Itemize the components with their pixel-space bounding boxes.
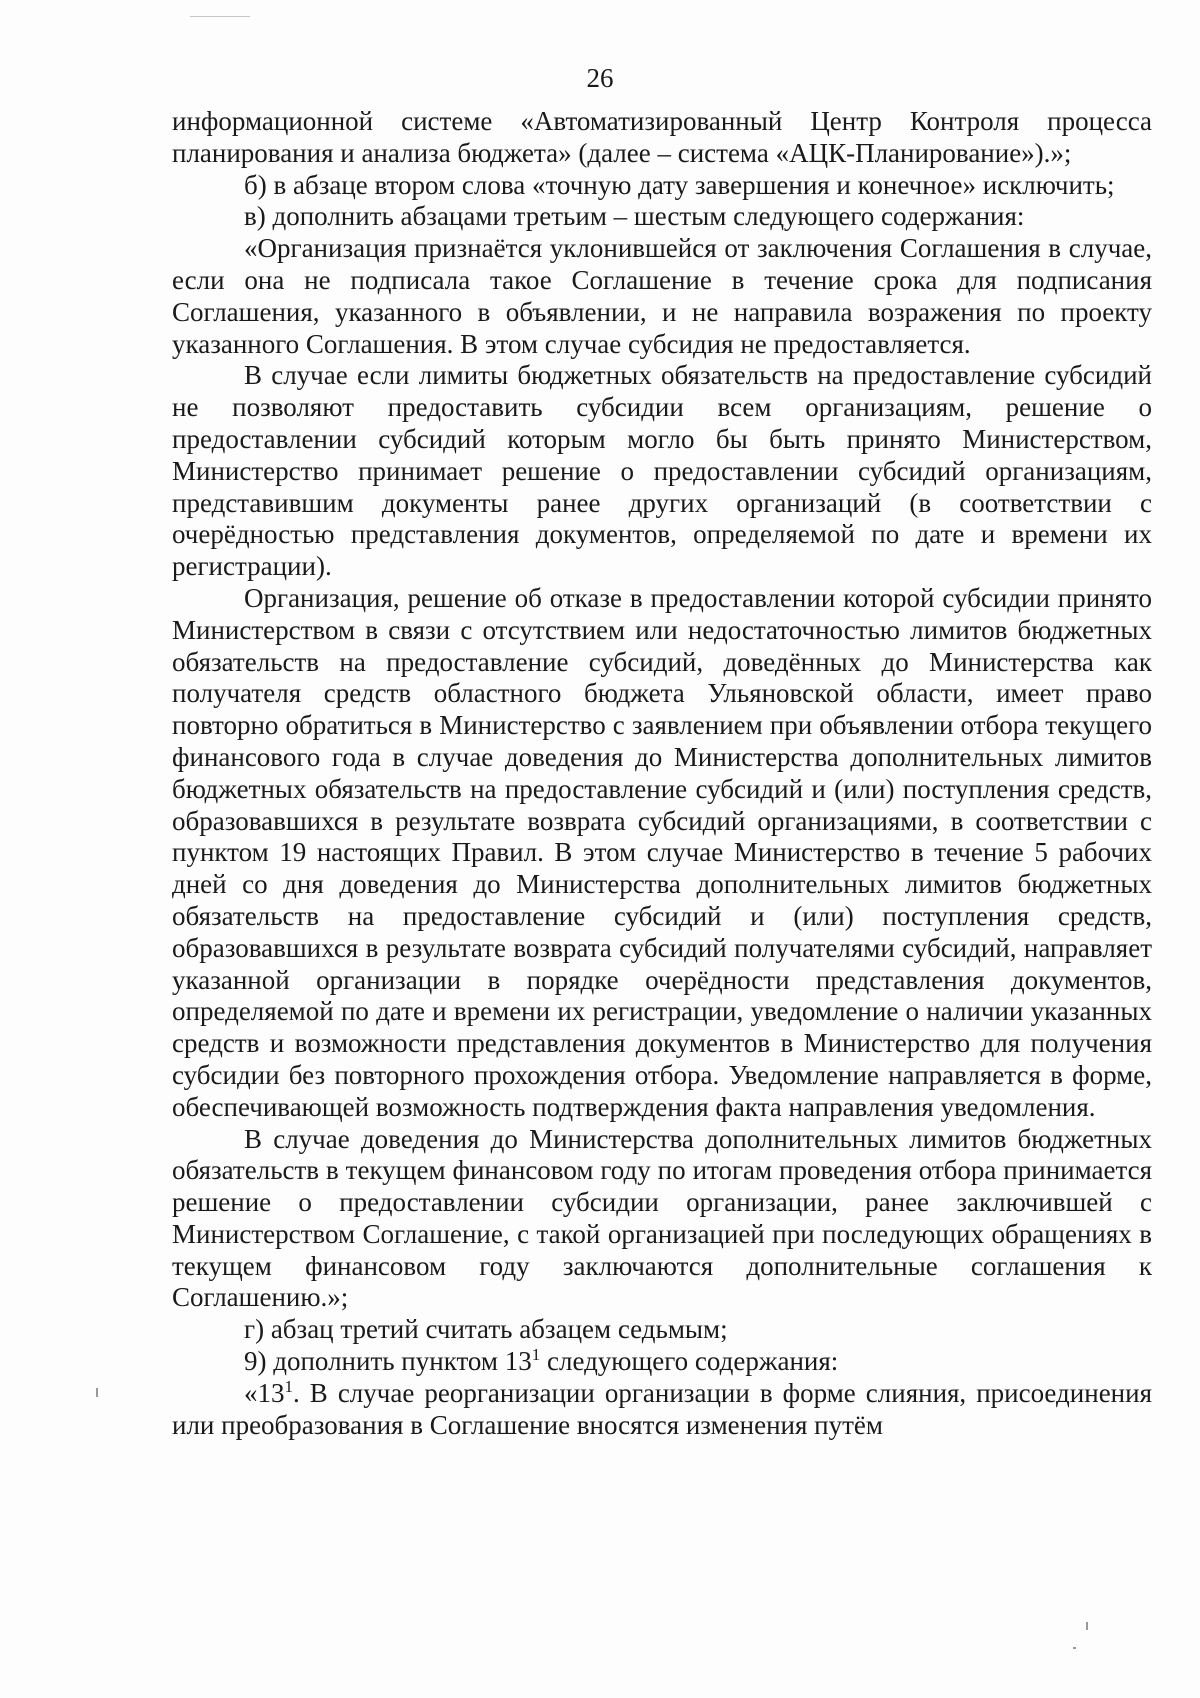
paragraph-item-9 bbox=[172, 1346, 1152, 1378]
document-body bbox=[172, 106, 1152, 1441]
paragraph-4: «Организация признаётся уклонившейся от заключения Соглашения в случае, если она не подписала такое Соглашение в течение срока для подписания Соглашения, указанного в объявлении, и не направила возражения по проекту указанного Соглашения. В этом случае субсидия не предоставляется. bbox=[172, 233, 1152, 359]
paragraph-item-13-1 bbox=[172, 1378, 1152, 1442]
scan-artifact bbox=[1086, 1622, 1088, 1630]
scan-artifact bbox=[1073, 1647, 1076, 1649]
paragraph-3: в) дополнить абзацами третьим – шестым следующего содержания: bbox=[244, 201, 1025, 232]
paragraph-2: б) в абзаце втором слова «точную дату завершения и конечное» исключить; bbox=[244, 169, 1115, 200]
item-13-text-after: . В случае реорганизации организации в форме слияния, присоединения или преобразования в Соглашение вносятся изменения путём bbox=[172, 1377, 1152, 1440]
item-13-text: «13 bbox=[244, 1377, 285, 1408]
paragraph-5: В случае если лимиты бюджетных обязательств на предоставление субсидий не позволяют предоставить субсидии всем организациям, решение о предоставлении субсидий которым могло бы быть принято Министерством, Министерство принимает решение о предоставлении субсидий организациям, представившим документы ранее других организаций (в соответствии с очерёдностью представления документов, определяемой по дате и времени их регистрации). bbox=[172, 360, 1152, 582]
item-9-superscript: 1 bbox=[531, 1345, 541, 1365]
paragraph-8: г) абзац третий считать абзацем седьмым; bbox=[244, 1314, 728, 1345]
page-number: 26 bbox=[586, 63, 614, 93]
paragraph-1: информационной системе «Автоматизированный Центр Контроля процесса планирования и анализа бюджета» (далее – система «АЦК-Планирование»).»; bbox=[172, 106, 1152, 168]
scan-artifact bbox=[96, 1388, 98, 1397]
paragraph-7: В случае доведения до Министерства дополнительных лимитов бюджетных обязательств в текущем финансовом году по итогам проведения отбора принимается решение о предоставлении субсидии организации, ранее заключившей с Министерством Соглашение, с такой организацией при последующих обращениях в текущем финансовом году заключаются дополнительные соглашения к Соглашению.»; bbox=[172, 1123, 1152, 1313]
paragraph-6: Организация, решение об отказе в предоставлении которой субсидии принято Министерством в связи с отсутствием или недостаточностью лимитов бюджетных обязательств на предоставление субсидий, доведённых до Министерства как получателя средств областного бюджета Ульяновской области, имеет право повторно обратиться в Министерство с заявлением при объявлении отбора текущего финансового года в случае доведения до Министерства дополнительных лимитов бюджетных обязательств на предоставление субсидий и (или) поступления средств, образовавшихся в результате возврата субсидий организациями, в соответствии с пунктом 19 настоящих Правил. В этом случае Министерство в течение 5 рабочих дней со дня доведения до Министерства дополнительных лимитов бюджетных обязательств на предоставление субсидий и (или) поступления средств, образовавшихся в результате возврата субсидий получателями субсидий, направляет указанной организации в порядке очерёдности представления документов, определяемой по дате и времени их регистрации, уведомление о наличии указанных средств и возможности представления документов в Министерство для получения субсидии без повторного прохождения отбора. Уведомление направляется в форме, обеспечивающей возможность подтверждения факта направления уведомления. bbox=[172, 582, 1152, 1122]
item-9-text-after: следующего содержания: bbox=[540, 1346, 839, 1377]
item-13-superscript: 1 bbox=[284, 1376, 293, 1396]
scan-artifact bbox=[190, 16, 250, 17]
item-9-text: 9) дополнить пунктом 13 bbox=[244, 1346, 532, 1377]
